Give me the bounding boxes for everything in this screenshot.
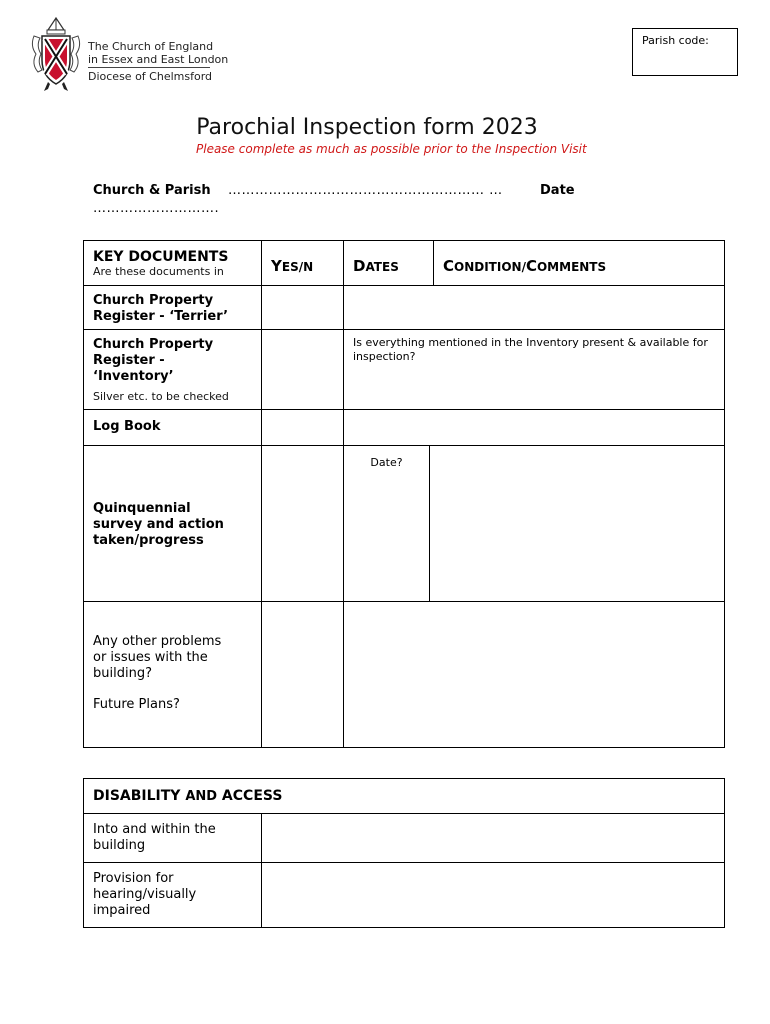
key-documents-header — [84, 241, 262, 286]
logo-text — [88, 40, 228, 66]
disability-row-into — [84, 814, 725, 863]
dates-header — [344, 241, 434, 286]
other-yes-no-cell[interactable] — [262, 602, 344, 748]
provision-comments-cell[interactable] — [262, 863, 725, 928]
parish-code-label: Parish code: — [642, 34, 709, 47]
other-line-3: building? — [93, 666, 152, 681]
other-line-2: or issues with the — [93, 650, 208, 665]
inventory-note: Silver etc. to be checked — [93, 390, 229, 403]
quinquennial-date-cell[interactable] — [344, 446, 430, 601]
disability-row-provision — [84, 863, 725, 928]
into-line-1: Into and within the — [93, 822, 216, 837]
logo-divider — [88, 67, 210, 68]
table-row-log-book — [84, 410, 725, 446]
provision-line-1: Provision for — [93, 871, 174, 886]
table-row-other — [84, 602, 725, 748]
disability-title-1: DISABILITY — [93, 788, 186, 804]
terrier-line-2: Register - ‘Terrier’ — [93, 309, 229, 324]
dates-cap: D — [353, 257, 366, 275]
inventory-question: Is everything mentioned in the Inventory present & available for inspection? — [353, 336, 708, 363]
key-documents-title: KEY DOCUMENTS — [93, 249, 229, 265]
quinquennial-comments-cell[interactable] — [430, 446, 724, 601]
terrier-label-cell — [84, 286, 262, 330]
condition-comments-header — [434, 241, 725, 286]
inventory-line-1: Church Property — [93, 337, 214, 352]
disability-title-2: AND — [185, 789, 218, 804]
inventory-line-2: Register - — [93, 353, 165, 368]
diocese-crest-icon — [28, 16, 84, 92]
quinquennial-label-cell — [84, 446, 262, 602]
quinquennial-split-cell — [344, 446, 725, 602]
parish-code-field[interactable] — [632, 28, 738, 76]
terrier-yes-no-cell[interactable] — [262, 286, 344, 330]
into-label-cell — [84, 814, 262, 863]
dates-rest: ATES — [365, 260, 399, 274]
other-line-4: Future Plans? — [93, 697, 180, 712]
yes-no-header — [262, 241, 344, 286]
table-row-inventory — [84, 330, 725, 410]
date-label: Date — [540, 183, 575, 198]
disability-header — [84, 779, 725, 814]
quinquennial-line-2: survey and action — [93, 516, 224, 532]
table-row-terrier — [84, 286, 725, 330]
quinquennial-date-prompt: Date? — [370, 456, 403, 469]
condition-rest: ONDITION/ — [454, 260, 526, 274]
into-comments-cell[interactable] — [262, 814, 725, 863]
log-book-label-cell — [84, 410, 262, 446]
log-book-comments-cell[interactable] — [344, 410, 725, 446]
inventory-label-cell — [84, 330, 262, 410]
inventory-yes-no-cell[interactable] — [262, 330, 344, 410]
logo-diocese: Diocese of Chelmsford — [88, 70, 213, 83]
page-subtitle: Please complete as much as possible prior to the Inspection Visit — [196, 142, 587, 156]
terrier-line-1: Church Property — [93, 293, 214, 308]
provision-line-2: hearing/visually — [93, 887, 197, 902]
quinquennial-line-1: Quinquennial — [93, 500, 191, 516]
disability-header-row — [84, 779, 725, 814]
logo-line-1: The Church of England — [88, 40, 214, 53]
key-documents-subtitle: Are these documents in — [93, 265, 224, 278]
disability-access-table — [83, 778, 725, 928]
table-header-row — [84, 241, 725, 286]
yes-no-cap: Y — [271, 257, 282, 275]
inventory-comments-cell[interactable] — [344, 330, 725, 410]
into-line-2: building — [93, 838, 146, 853]
log-book-yes-no-cell[interactable] — [262, 410, 344, 446]
log-book-label: Log Book — [93, 419, 161, 434]
key-documents-table — [83, 240, 725, 748]
disability-title-3: ACCESS — [217, 788, 283, 804]
yes-no-rest: ES/N — [281, 260, 314, 274]
quinquennial-yes-no-cell[interactable] — [262, 446, 344, 602]
church-parish-field[interactable]: ………………………………………………… … — [228, 183, 503, 198]
terrier-dates-comments-cell[interactable] — [344, 286, 725, 330]
quinquennial-line-3: taken/progress — [93, 532, 204, 548]
table-row-quinquennial — [84, 446, 725, 602]
date-field[interactable]: ………………………. — [93, 201, 220, 216]
church-parish-label: Church & Parish — [93, 183, 211, 198]
provision-label-cell — [84, 863, 262, 928]
comments-cap: C — [525, 257, 537, 275]
provision-line-3: impaired — [93, 903, 151, 918]
inventory-line-3: ‘Inventory’ — [93, 369, 174, 384]
diocese-logo — [28, 16, 228, 96]
comments-rest: OMMENTS — [536, 260, 607, 274]
other-label-cell — [84, 602, 262, 748]
logo-line-2: in Essex and East London — [88, 53, 229, 66]
page-title: Parochial Inspection form 2023 — [196, 115, 538, 140]
other-line-1: Any other problems — [93, 634, 222, 649]
condition-cap: C — [443, 257, 455, 275]
other-comments-cell[interactable] — [344, 602, 725, 748]
